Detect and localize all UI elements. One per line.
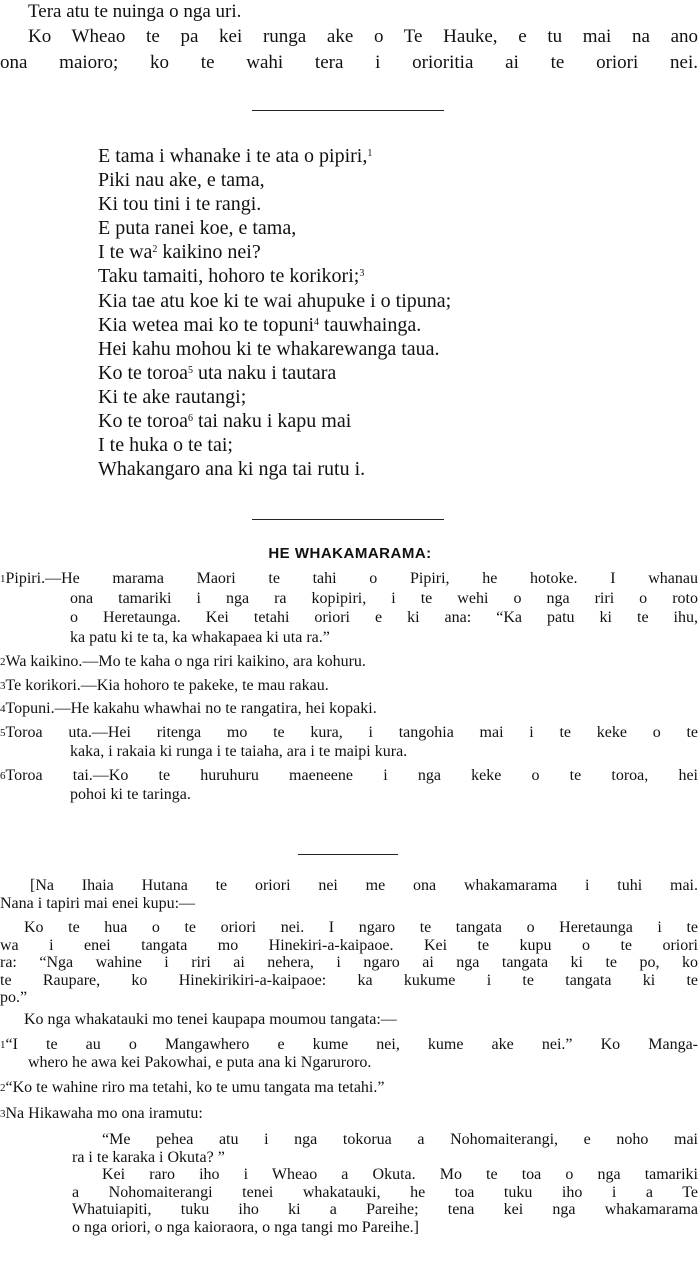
footnote-text: Wa kaikino.—Mo te kaha o nga riri kaikino, ara kohuru. — [5, 653, 366, 670]
footnote-number: 4 — [0, 703, 6, 715]
footnote-marker: 2 — [152, 244, 158, 256]
footnote-4 — [0, 699, 698, 719]
footnote-marker: 3 — [359, 268, 365, 280]
poem-line-text: Ki tou tini i te rangi. — [98, 193, 262, 216]
poem-line — [98, 313, 451, 337]
footnote-1 — [0, 569, 698, 589]
poem-line — [98, 289, 451, 313]
footnote-marker: 6 — [187, 413, 193, 425]
poem-line — [98, 216, 451, 240]
footnote-6 — [0, 766, 698, 786]
poem-line — [98, 168, 451, 192]
quote-line: o nga oriori, o nga kaioraora, o nga tangi mo Pareihe.] — [72, 1218, 419, 1236]
footnote-text: Topuni.—He kakahu whawhai no te rangatira, hei kopaki. — [5, 700, 377, 717]
poem-line-text: Kia wetea mai ko te topuni — [98, 313, 315, 336]
proverb-text: whero he awa kei Pakowhai, e puta ana ki Ngaruroro. — [28, 1053, 372, 1071]
footnote-text: Pipiri.—He marama Maori te tahi o Pipiri, he hotoke. I whanau — [5, 570, 698, 587]
proverb-3 — [0, 1105, 698, 1123]
footnote-2 — [0, 652, 698, 672]
poem-line-text: Ki te ake rautangi; — [98, 385, 247, 408]
poem-line-text: E puta ranei koe, e tama, — [98, 217, 297, 240]
footnote-text: Toroa tai.—Ko te huruhuru maeneene i nga keke o te toroa, hei — [5, 766, 698, 784]
quote-line: Whatuiapiti, tuku iho ki a Pareihe; tena kei nga whakamarama — [72, 1201, 698, 1218]
intro-line: Ko Wheao te pa kei runga ake o Te Hauke, e tu mai na ano — [28, 26, 698, 47]
poem-line-text: Ko te toroa — [98, 410, 188, 433]
divider — [298, 854, 398, 855]
poem-line-text: Hei kahu mohou ki te whakarewanga taua. — [98, 337, 440, 360]
poem-line — [98, 409, 451, 433]
footnote-text: Te korikori.—Kia hohoro te pakeke, te mau rakau. — [5, 676, 329, 694]
footnote-3 — [0, 676, 698, 696]
footnote-5 — [0, 723, 698, 743]
footnote-text: kaka, i rakaia ki runga i te taiaha, ara i te maipi kura. — [70, 743, 408, 760]
quote-line: a Nohomaiterangi tenei whakatauki, he toa tuku iho i a Te — [72, 1183, 698, 1201]
footnote-text: ona tamariki i nga ra kopipiri, i te wehi o nga riri o roto — [70, 589, 698, 607]
poem-line-text: kaikino nei? — [157, 241, 261, 264]
intro — [0, 0, 700, 76]
proverb-number: 1 — [0, 1039, 6, 1051]
proverb-number: 2 — [0, 1082, 6, 1094]
footnote-number: 6 — [0, 769, 6, 782]
poem-line-text: uta naku i tautara — [192, 361, 337, 384]
section-heading: HE WHAKAMARAMA: — [268, 545, 432, 562]
poem-line — [98, 385, 451, 409]
poem-line — [98, 144, 451, 168]
poem-line — [98, 240, 451, 264]
footnotes — [0, 569, 698, 805]
proverb-text: “I te au o Mangawhero e kume nei, kume ake nei.” Ko Manga- — [5, 1036, 698, 1053]
proverb-2 — [0, 1079, 698, 1097]
poem-line-text: tai naku i kapu mai — [192, 410, 352, 433]
poem — [98, 144, 451, 481]
poem-line-text: Taku tamaiti, hohoro te korikori; — [98, 265, 360, 288]
poem-line-text: tauwhainga. — [319, 313, 422, 336]
poem-line — [98, 337, 451, 361]
quote-line: ra i te karaka i Okuta? ” — [72, 1148, 225, 1166]
paragraph-line: te Raupare, ko Hinekirikiri-a-kaipaoe: ka kukume i te tangata ki te — [0, 971, 698, 989]
footnote-number: 2 — [0, 656, 6, 668]
footnote-number: 5 — [0, 726, 6, 739]
closing-text — [0, 877, 698, 1236]
poem-line-text: I te wa — [98, 241, 153, 264]
quote-line: Kei raro iho i Wheao a Okuta. Mo te toa o nga tamariki — [102, 1166, 698, 1183]
poem-line — [98, 433, 451, 457]
paragraph-line: Nana i tapiri mai enei kupu:— — [0, 894, 196, 912]
proverb-1 — [0, 1036, 698, 1054]
footnote-marker: 1 — [367, 148, 373, 159]
poem-line-text: I te huka o te tai; — [98, 434, 233, 457]
footnote-marker: 5 — [187, 364, 193, 376]
paragraph-line: ra: “Nga wahine i riri ai nehera, i ngaro ai nga tangata ki te po, ko — [0, 954, 698, 971]
footnote-text: pohoi ki te taringa. — [70, 786, 191, 803]
poem-line-text: Whakangaro ana ki nga tai rutu i. — [98, 458, 366, 481]
poem-line — [98, 264, 451, 288]
divider — [252, 110, 444, 111]
proverb-text: Na Hikawaha mo ona iramutu: — [5, 1104, 203, 1122]
intro-line: Tera atu te nuinga o nga uri. — [28, 1, 242, 22]
poem-line — [98, 192, 451, 216]
poem-line-text: Ko te toroa — [98, 361, 188, 384]
poem-line — [98, 361, 451, 385]
footnote-number: 1 — [0, 573, 6, 585]
poem-line-text: E tama i whanake i te ata o pipiri, — [98, 145, 368, 167]
footnote-marker: 4 — [314, 316, 320, 328]
footnote-number: 3 — [0, 679, 6, 692]
intro-line: ona maioro; ko te wahi tera i orioritia ai te oriori nei. — [0, 52, 698, 73]
divider — [252, 519, 444, 520]
proverb-number: 3 — [0, 1107, 6, 1120]
poem-line — [98, 457, 451, 481]
paragraph-line: [Na Ihaia Hutana te oriori nei me ona whakamarama i tuhi mai. — [30, 877, 698, 894]
footnote-text: ka patu ki te ta, ka whakapaea ki uta ra.” — [70, 628, 330, 646]
proverb-text: “Ko te wahine riro ma tetahi, ko te umu tangata ma tetahi.” — [5, 1079, 385, 1096]
paragraph-line: Ko te hua o te oriori nei. I ngaro te tangata o Heretaunga i te — [24, 919, 698, 936]
paragraph-line: Ko nga whakatauki mo tenei kaupapa moumou tangata:— — [24, 1010, 397, 1028]
paragraph-line: wa i enei tangata mo Hinekiri-a-kaipaoe. Kei te kupu o te oriori — [0, 936, 698, 954]
poem-line-text: Kia tae atu koe ki te wai ahupuke i o tipuna; — [98, 289, 452, 312]
footnote-text: o Heretaunga. Kei tetahi oriori e ki ana: “Ka patu ki te ihu, — [70, 609, 698, 626]
quote-line: “Me pehea atu i nga tokorua a Nohomaiterangi, e noho mai — [102, 1131, 698, 1148]
footnote-text: Toroa uta.—Hei ritenga mo te kura, i tangohia mai i te keke o te — [5, 723, 698, 741]
paragraph-line: po.” — [0, 989, 28, 1006]
poem-line-text: Piki nau ake, e tama, — [98, 169, 265, 192]
